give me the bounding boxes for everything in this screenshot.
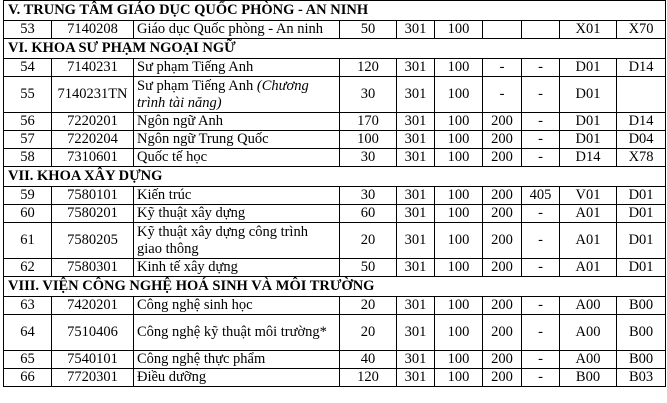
table-row [4,77,666,113]
method-code-cell: 100 [435,21,483,39]
subject-block-cell: B00 [560,369,617,387]
major-name-cell [134,113,340,131]
subject-block-cell: A00 [560,351,617,369]
major-name-cell [134,297,340,315]
stt-cell: 58 [4,149,52,167]
method-code-cell: 301 [397,259,435,277]
method-code-cell: 301 [397,315,435,351]
major-name-text: Sư phạm Tiếng Anh [137,77,257,94]
method-code-cell: 301 [397,149,435,167]
method-code-cell: 100 [435,113,483,131]
subject-block-cell: D01 [617,223,666,259]
method-code-cell: - [522,149,560,167]
method-code-cell: 301 [397,77,435,113]
method-code-cell: 100 [435,59,483,77]
section-title: VII. KHOA XÂY DỰNG [4,167,666,187]
major-code-cell: 7140231 [52,59,134,77]
major-name-text: Công nghệ sinh học [137,297,253,313]
method-code-cell: 301 [397,297,435,315]
major-name-cell [134,149,340,167]
method-code-cell: 200 [483,187,522,205]
subject-block-cell: D01 [617,205,666,223]
major-name-cell [134,369,340,387]
method-code-cell: - [522,131,560,149]
table-row [4,205,666,223]
method-code-cell: 100 [435,187,483,205]
major-name-text: Kỹ thuật xây dựng công trình giao thông [137,223,308,257]
subject-block-cell: D14 [617,113,666,131]
major-code-cell: 7220204 [52,131,134,149]
subject-block-cell: D14 [560,149,617,167]
major-name-text: Ngôn ngữ Anh [137,113,224,129]
method-code-cell: 301 [397,187,435,205]
stt-cell: 66 [4,369,52,387]
method-code-cell: 100 [435,315,483,351]
method-code-cell: 200 [483,223,522,259]
method-code-cell: 200 [483,259,522,277]
major-name-cell [134,187,340,205]
subject-block-cell: X78 [617,149,666,167]
subject-block-cell: D01 [617,187,666,205]
method-code-cell: - [522,297,560,315]
major-name-text: Ngôn ngữ Trung Quốc [137,131,269,147]
subject-block-cell: A01 [560,205,617,223]
major-name-cell [134,131,340,149]
method-code-cell [522,21,560,39]
quota-cell: 100 [340,131,397,149]
method-code-cell: 200 [483,149,522,167]
major-code-cell: 7580201 [52,205,134,223]
major-code-cell: 7580101 [52,187,134,205]
subject-block-cell: V01 [560,187,617,205]
subject-block-cell: A00 [560,297,617,315]
method-code-cell: - [522,223,560,259]
method-code-cell: 100 [435,223,483,259]
subject-block-cell: D01 [560,113,617,131]
major-name-cell [134,205,340,223]
major-name-note: (Chương trình tài năng) [137,77,309,111]
table-row [4,113,666,131]
method-code-cell: 301 [397,113,435,131]
method-code-cell: - [522,259,560,277]
quota-cell: 20 [340,223,397,259]
method-code-cell: 405 [522,187,560,205]
subject-block-cell: D01 [560,131,617,149]
method-code-cell: 100 [435,259,483,277]
subject-block-cell: A01 [560,259,617,277]
major-name-text: Kiến trúc [137,187,192,203]
section-header-row [4,277,666,297]
section-header-row [4,1,666,21]
method-code-cell: 100 [435,149,483,167]
stt-cell: 62 [4,259,52,277]
table-row [4,131,666,149]
table-row [4,187,666,205]
method-code-cell: - [483,77,522,113]
method-code-cell: 200 [483,205,522,223]
subject-block-cell: D01 [560,59,617,77]
table-row [4,369,666,387]
method-code-cell: - [522,315,560,351]
major-name-cell [134,315,340,351]
major-name-cell [134,21,340,39]
method-code-cell: 301 [397,205,435,223]
stt-cell: 63 [4,297,52,315]
major-code-cell: 7140208 [52,21,134,39]
quota-cell: 50 [340,259,397,277]
method-code-cell: - [522,77,560,113]
method-code-cell: 200 [483,297,522,315]
stt-cell: 64 [4,315,52,351]
quota-cell: 50 [340,21,397,39]
stt-cell: 65 [4,351,52,369]
major-name-cell [134,77,340,113]
subject-block-cell: B00 [617,315,666,351]
subject-block-cell: D01 [560,77,617,113]
subject-block-cell: B00 [617,297,666,315]
table-row [4,351,666,369]
quota-cell: 120 [340,59,397,77]
method-code-cell: 301 [397,21,435,39]
method-code-cell [483,21,522,39]
subject-block-cell: X70 [617,21,666,39]
quota-cell: 120 [340,369,397,387]
table-row [4,297,666,315]
quota-cell: 20 [340,297,397,315]
stt-cell: 60 [4,205,52,223]
stt-cell: 56 [4,113,52,131]
method-code-cell: 200 [483,315,522,351]
table-row [4,315,666,351]
method-code-cell: 200 [483,131,522,149]
major-name-cell [134,259,340,277]
method-code-cell: 301 [397,131,435,149]
quota-cell: 60 [340,205,397,223]
method-code-cell: 100 [435,77,483,113]
quota-cell: 20 [340,315,397,351]
method-code-cell: 301 [397,59,435,77]
major-name-text: Công nghệ kỹ thuật môi trường* [137,324,327,340]
quota-cell: 30 [340,77,397,113]
major-code-cell: 7220201 [52,113,134,131]
subject-block-cell: B00 [617,351,666,369]
method-code-cell: 301 [397,369,435,387]
major-name-text: Điều dưỡng [137,369,207,385]
subject-block-cell: D01 [617,259,666,277]
method-code-cell: 200 [483,351,522,369]
method-code-cell: 301 [397,223,435,259]
table-row [4,223,666,259]
method-code-cell: 200 [483,369,522,387]
table-row [4,259,666,277]
quota-cell: 30 [340,149,397,167]
method-code-cell: - [522,369,560,387]
stt-cell: 54 [4,59,52,77]
subject-block-cell: A00 [560,315,617,351]
subject-block-cell: D04 [617,131,666,149]
table-row [4,21,666,39]
method-code-cell: 100 [435,205,483,223]
method-code-cell: 200 [483,113,522,131]
method-code-cell: 301 [397,351,435,369]
stt-cell: 57 [4,131,52,149]
section-header-row [4,167,666,187]
section-title: VI. KHOA SƯ PHẠM NGOẠI NGỮ [4,39,666,59]
method-code-cell: 100 [435,131,483,149]
major-name-text: Công nghệ thực phẩm [137,351,266,367]
major-code-cell: 7420201 [52,297,134,315]
section-title: VIII. VIỆN CÔNG NGHỆ HOÁ SINH VÀ MÔI TRƯỜNG [4,277,666,297]
major-name-text: Kinh tế xây dựng [137,259,238,275]
method-code-cell: - [522,59,560,77]
major-code-cell: 7140231TN [52,77,134,113]
major-code-cell: 7310601 [52,149,134,167]
major-code-cell: 7540101 [52,351,134,369]
section-header-row [4,39,666,59]
table-row [4,149,666,167]
subject-block-cell: B03 [617,369,666,387]
subject-block-cell: A01 [560,223,617,259]
subject-block-cell [617,77,666,113]
method-code-cell: - [483,59,522,77]
stt-cell: 61 [4,223,52,259]
major-code-cell: 7580205 [52,223,134,259]
major-name-text: Quốc tế học [137,149,208,165]
method-code-cell: 100 [435,297,483,315]
admissions-table [3,0,666,387]
method-code-cell: 100 [435,369,483,387]
table-row [4,59,666,77]
stt-cell: 59 [4,187,52,205]
major-code-cell: 7580301 [52,259,134,277]
major-code-cell: 7720301 [52,369,134,387]
quota-cell: 30 [340,187,397,205]
major-name-text: Giáo dục Quốc phòng - An ninh [137,21,324,37]
major-name-text: Kỹ thuật xây dựng [137,205,246,221]
subject-block-cell: X01 [560,21,617,39]
section-title: V. TRUNG TÂM GIÁO DỤC QUỐC PHÒNG - AN NINH [4,1,666,21]
major-name-cell [134,59,340,77]
method-code-cell: - [522,205,560,223]
stt-cell: 55 [4,77,52,113]
method-code-cell: - [522,351,560,369]
subject-block-cell: D14 [617,59,666,77]
major-name-cell [134,223,340,259]
major-code-cell: 7510406 [52,315,134,351]
quota-cell: 40 [340,351,397,369]
method-code-cell: - [522,113,560,131]
stt-cell: 53 [4,21,52,39]
major-name-text: Sư phạm Tiếng Anh [137,59,254,75]
method-code-cell: 100 [435,351,483,369]
major-name-cell [134,351,340,369]
quota-cell: 170 [340,113,397,131]
